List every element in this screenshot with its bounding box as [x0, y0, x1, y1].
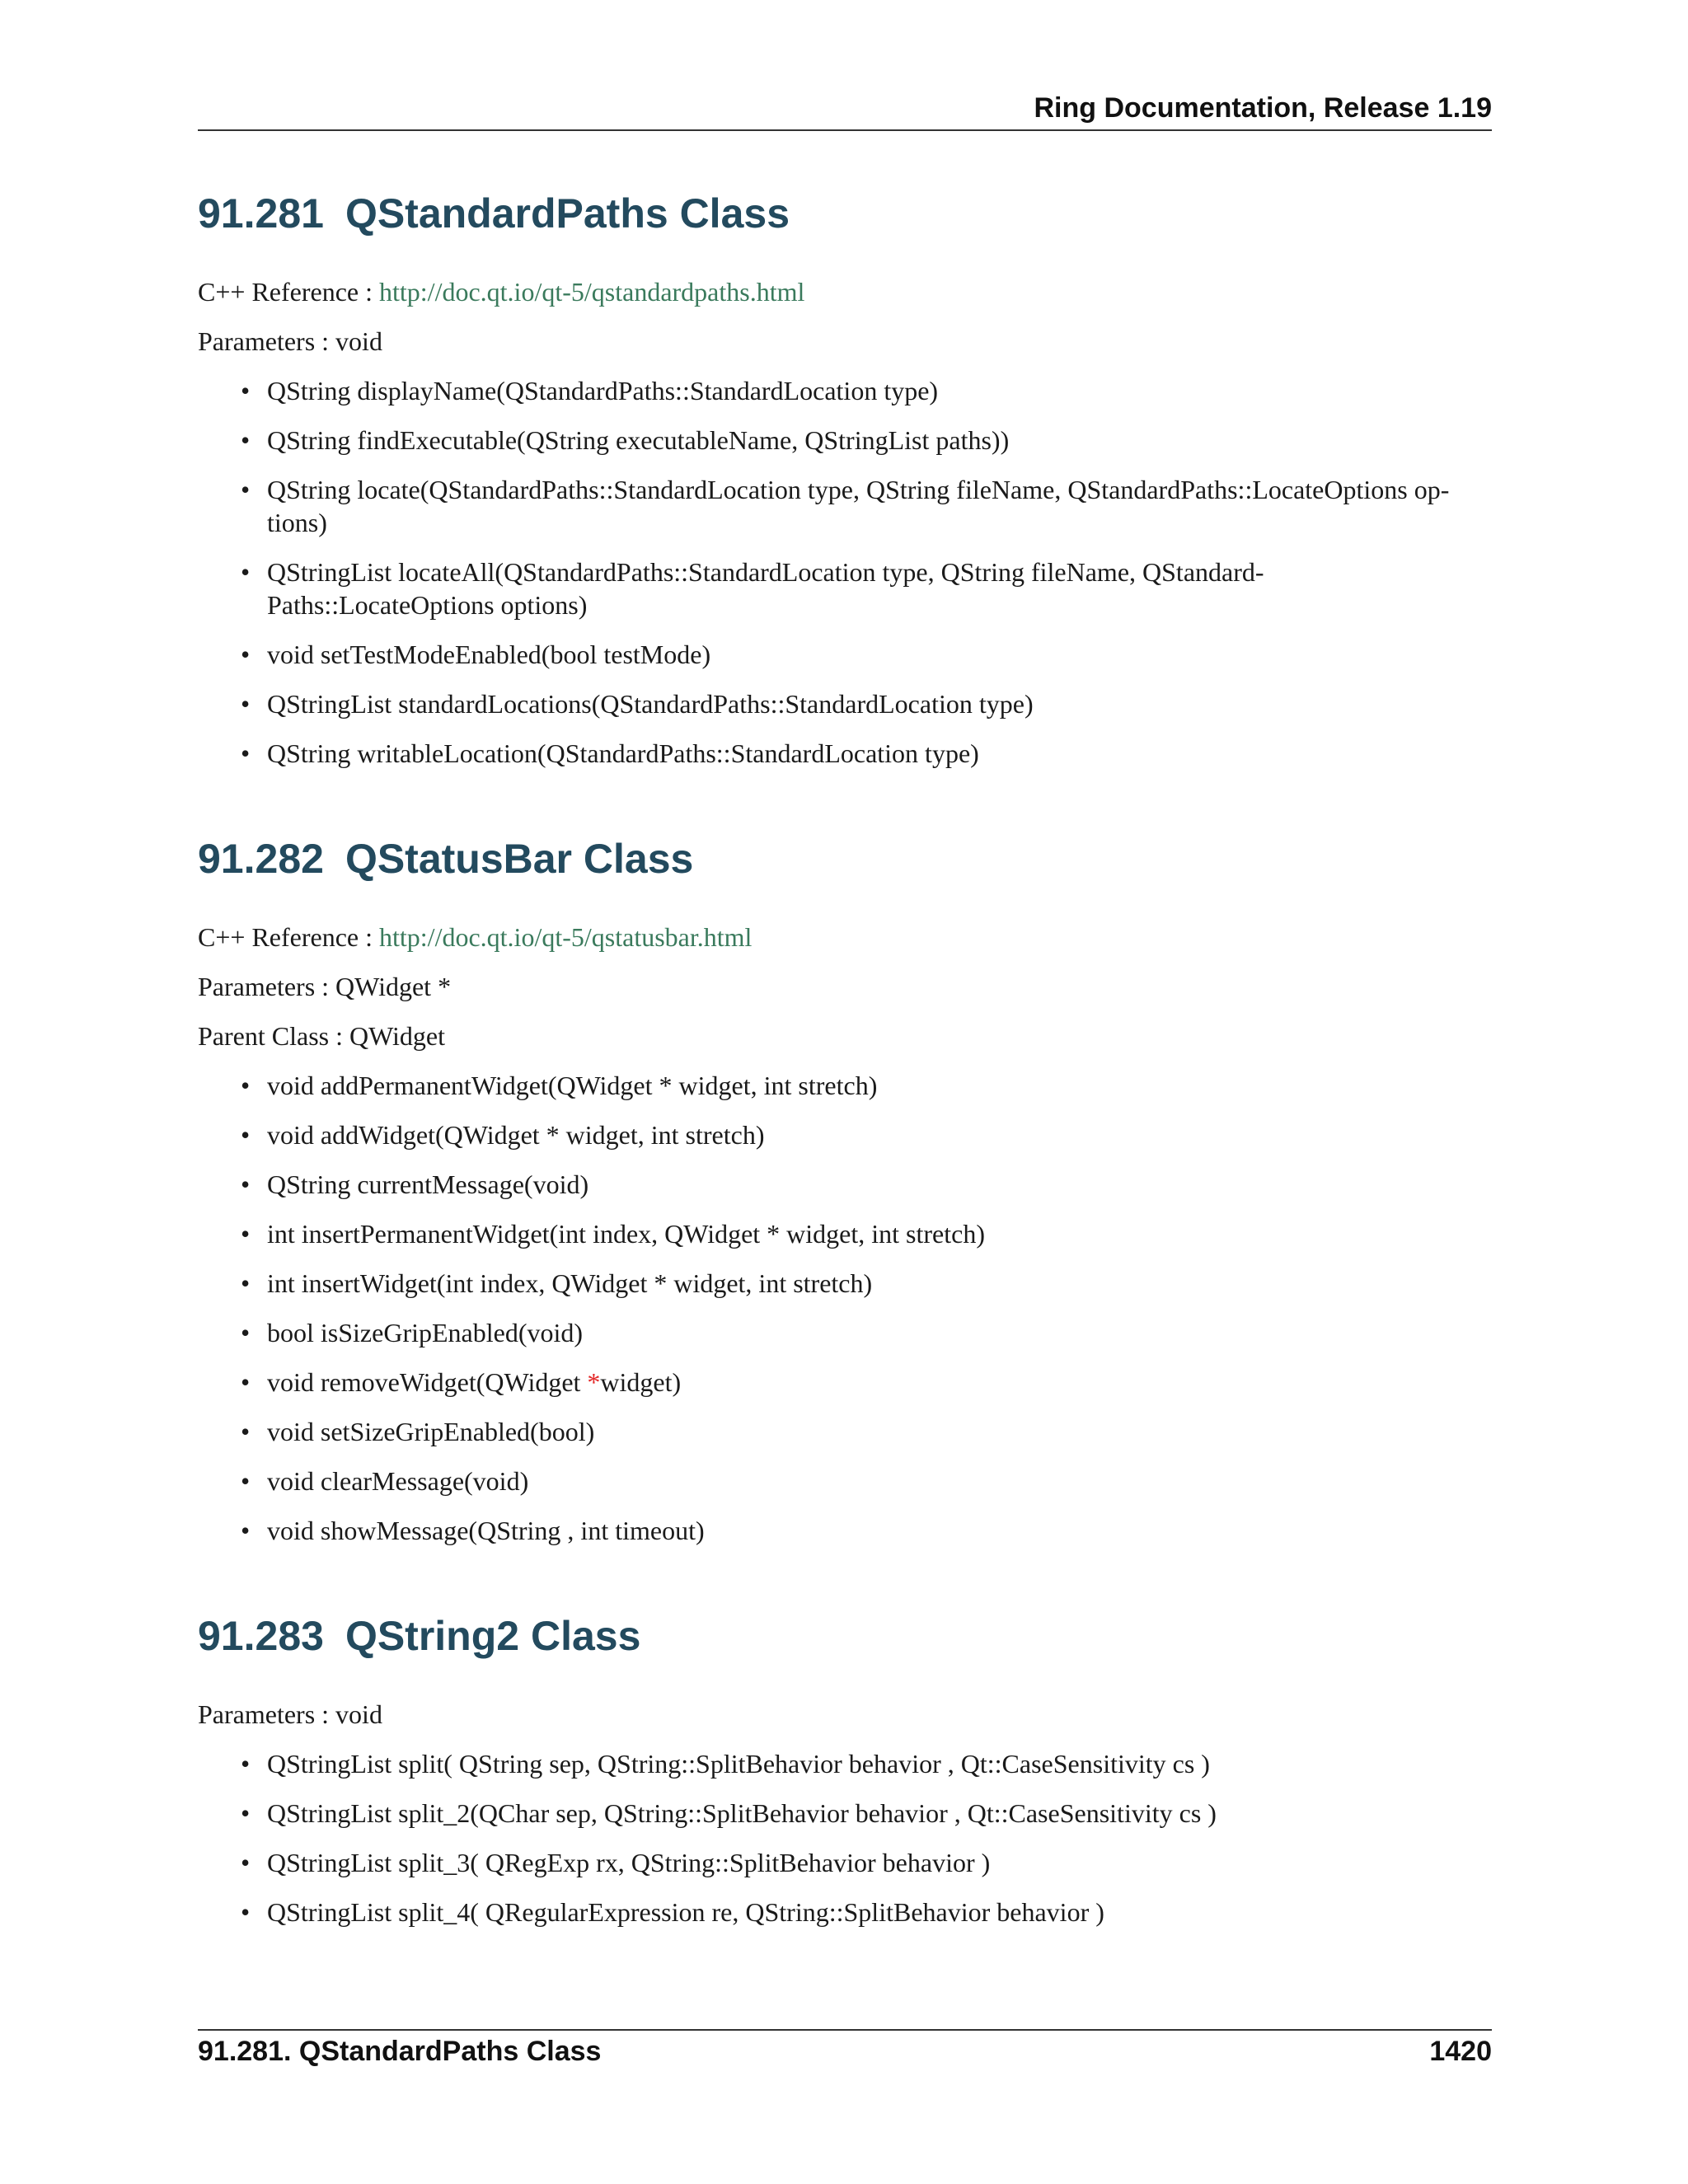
bullet: •	[241, 1798, 251, 1828]
cpp-reference	[198, 275, 1492, 308]
method-signature: void clearMessage(void)	[267, 1466, 529, 1496]
list-item	[198, 1465, 1492, 1497]
list-item	[198, 1514, 1492, 1547]
method-signature: void setSizeGripEnabled(bool)	[267, 1417, 595, 1446]
method-signature: void setTestModeEnabled(bool testMode)	[267, 640, 711, 669]
method-list	[198, 1069, 1492, 1547]
cpp-reference	[198, 921, 1492, 954]
method-signature: QStringList split_4( QRegularExpression re, QString::SplitBehavior behavior )	[267, 1897, 1104, 1927]
cpp-reference-label: C++ Reference :	[198, 922, 373, 952]
method-list	[198, 374, 1492, 770]
page-number: 1420	[1429, 2036, 1492, 2067]
parameters-line: Parameters : void	[198, 1699, 382, 1729]
section-heading	[198, 1615, 1492, 1657]
list-item	[198, 1316, 1492, 1349]
list-item	[198, 687, 1492, 720]
bullet: •	[241, 1848, 251, 1877]
asterisk-marker: *	[587, 1367, 601, 1397]
document-page	[198, 0, 1492, 2184]
parent-class-line: Parent Class : QWidget	[198, 1021, 445, 1051]
section-number: 91.281	[198, 190, 324, 237]
bullet: •	[241, 1897, 251, 1927]
list-item	[198, 1797, 1492, 1830]
section-title: QString2 Class	[345, 1613, 641, 1659]
bullet: •	[241, 640, 251, 669]
footer-section-label: 91.281. QStandardPaths Class	[198, 2036, 602, 2067]
method-signature-prefix: void removeWidget(QWidget	[267, 1367, 588, 1397]
section-number: 91.282	[198, 836, 324, 882]
method-signature: bool isSizeGripEnabled(void)	[267, 1318, 584, 1347]
bullet: •	[241, 1268, 251, 1298]
parameters-line: Parameters : void	[198, 326, 382, 356]
list-item	[198, 1118, 1492, 1151]
method-signature: QString currentMessage(void)	[267, 1169, 589, 1199]
section-heading	[198, 190, 1492, 237]
list-item	[198, 737, 1492, 770]
list-item	[198, 1896, 1492, 1929]
section-title: QStatusBar Class	[345, 836, 694, 882]
bullet: •	[241, 1318, 251, 1347]
method-signature-line: tions)	[267, 508, 327, 537]
bullet: •	[241, 689, 251, 719]
method-signature: void addPermanentWidget(QWidget * widget, int stretch)	[267, 1071, 878, 1100]
list-item	[198, 1415, 1492, 1448]
method-signature: QStringList split_3( QRegExp rx, QString::SplitBehavior behavior )	[267, 1848, 991, 1877]
bullet: •	[241, 557, 251, 587]
bullet: •	[241, 1417, 251, 1446]
cpp-reference-link[interactable]: http://doc.qt.io/qt-5/qstatusbar.html	[379, 922, 753, 952]
bullet: •	[241, 425, 251, 455]
bullet: •	[241, 1071, 251, 1100]
section-qstandardpaths	[198, 190, 1492, 770]
list-item	[198, 1267, 1492, 1300]
list-item	[198, 1217, 1492, 1250]
bullet: •	[241, 1516, 251, 1545]
list-item	[198, 374, 1492, 407]
method-signature: QStringList split_2(QChar sep, QString::SplitBehavior behavior , Qt::CaseSensitivity cs )	[267, 1798, 1217, 1828]
method-signature-line: QString locate(QStandardPaths::StandardLocation type, QString fileName, QStandardPaths::LocateOptions op-	[267, 475, 1450, 504]
section-qstatusbar	[198, 838, 1492, 1547]
parameters-line: Parameters : QWidget *	[198, 972, 452, 1001]
method-signature: QString displayName(QStandardPaths::StandardLocation type)	[267, 376, 939, 405]
method-signature: QString writableLocation(QStandardPaths::StandardLocation type)	[267, 738, 979, 768]
method-signature: QStringList split( QString sep, QString::SplitBehavior behavior , Qt::CaseSensitivity cs )	[267, 1749, 1210, 1779]
method-signature-line: QStringList locateAll(QStandardPaths::StandardLocation type, QString fileName, QStandard-	[267, 557, 1264, 587]
list-item	[198, 555, 1492, 621]
bullet: •	[241, 1169, 251, 1199]
bullet: •	[241, 738, 251, 768]
cpp-reference-label: C++ Reference :	[198, 277, 373, 307]
section-title: QStandardPaths Class	[345, 190, 790, 237]
bullet: •	[241, 1367, 251, 1397]
bullet: •	[241, 1219, 251, 1249]
list-item	[198, 1168, 1492, 1201]
list-item	[198, 424, 1492, 457]
method-signature: QString findExecutable(QString executableName, QStringList paths))	[267, 425, 1010, 455]
list-item	[198, 638, 1492, 671]
list-item	[198, 1366, 1492, 1399]
section-heading	[198, 836, 1492, 882]
header-divider	[198, 129, 1492, 131]
bullet: •	[241, 475, 251, 504]
bullet: •	[241, 1749, 251, 1779]
section-number: 91.283	[198, 1613, 324, 1659]
list-item	[198, 473, 1492, 539]
method-signature: int insertPermanentWidget(int index, QWidget * widget, int stretch)	[267, 1219, 985, 1249]
bullet: •	[241, 1466, 251, 1496]
method-list	[198, 1747, 1492, 1929]
method-signature: void addWidget(QWidget * widget, int stretch)	[267, 1120, 765, 1150]
list-item	[198, 1747, 1492, 1780]
method-signature-suffix: widget)	[600, 1367, 682, 1397]
section-qstring2	[198, 1615, 1492, 1929]
cpp-reference-link[interactable]: http://doc.qt.io/qt-5/qstandardpaths.html	[379, 277, 805, 307]
method-signature-line: Paths::LocateOptions options)	[267, 590, 588, 620]
method-signature: int insertWidget(int index, QWidget * widget, int stretch)	[267, 1268, 873, 1298]
method-signature: QStringList standardLocations(QStandardPaths::StandardLocation type)	[267, 689, 1034, 719]
footer-divider	[198, 2029, 1492, 2031]
running-header: Ring Documentation, Release 1.19	[1034, 92, 1492, 124]
list-item	[198, 1069, 1492, 1102]
bullet: •	[241, 1120, 251, 1150]
method-signature: void showMessage(QString , int timeout)	[267, 1516, 705, 1545]
list-item	[198, 1846, 1492, 1879]
bullet: •	[241, 376, 251, 405]
